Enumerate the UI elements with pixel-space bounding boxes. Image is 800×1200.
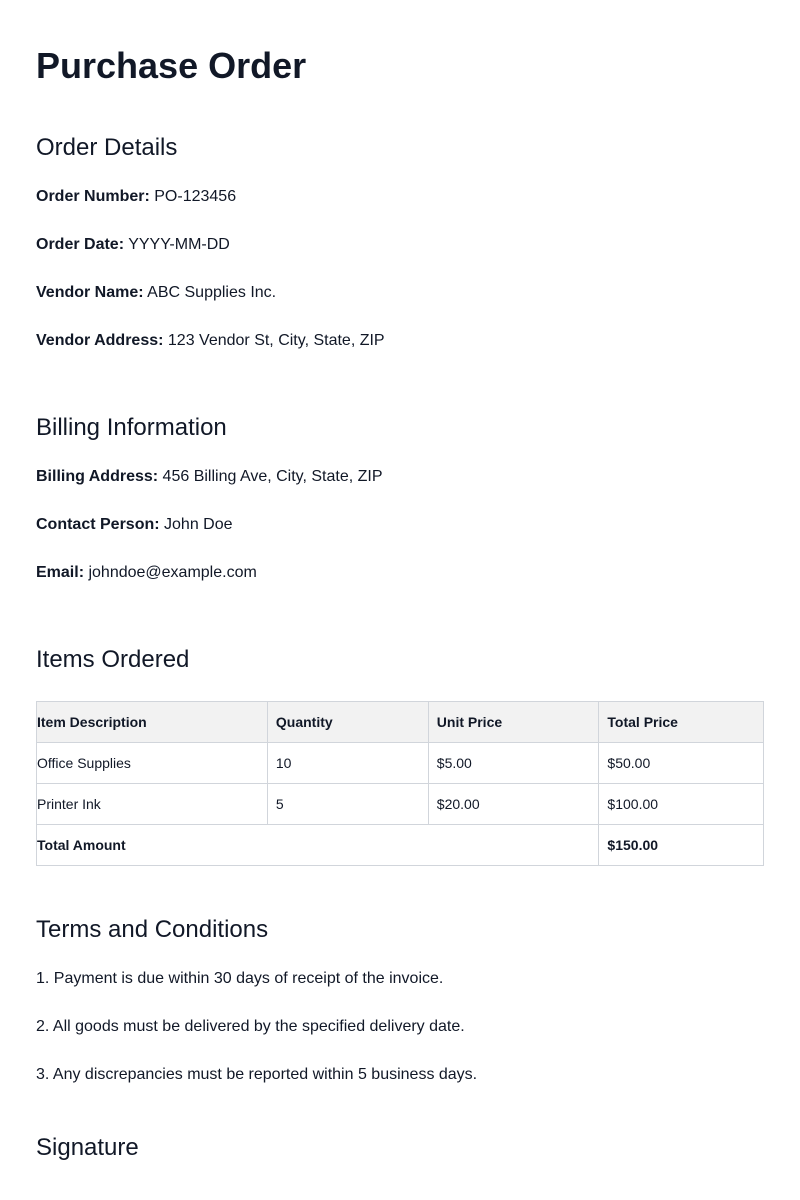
contact-person-label: Contact Person: <box>36 516 160 533</box>
items-table <box>36 701 764 866</box>
billing-address-label: Billing Address: <box>36 468 159 485</box>
billing-information-section <box>36 413 764 583</box>
items-ordered-heading: Items Ordered <box>36 646 190 673</box>
term-item: 3. Any discrepancies must be reported within 5 business days. <box>36 1066 478 1083</box>
email-label: Email: <box>36 564 85 581</box>
order-date-label: Order Date: <box>36 236 125 253</box>
terms-heading: Terms and Conditions <box>36 916 269 943</box>
table-header-row <box>37 702 764 743</box>
order-date-field <box>36 235 764 255</box>
contact-person-value: John Doe <box>164 516 233 533</box>
unit-price-cell: $20.00 <box>428 784 599 825</box>
email-field <box>36 563 764 583</box>
contact-person-field <box>36 515 764 535</box>
order-number-field <box>36 187 764 207</box>
terms-list <box>36 969 764 1085</box>
total-price-cell: $100.00 <box>599 784 764 825</box>
page-title: Purchase Order <box>36 45 307 86</box>
column-header-quantity: Quantity <box>267 702 428 743</box>
items-ordered-section <box>36 645 764 866</box>
terms-section <box>36 915 764 1085</box>
vendor-name-field <box>36 283 764 303</box>
email-value: johndoe@example.com <box>88 564 257 581</box>
term-item: 2. All goods must be delivered by the specified delivery date. <box>36 1018 465 1035</box>
order-number-value: PO-123456 <box>154 188 237 205</box>
item-description-cell: Office Supplies <box>37 743 268 784</box>
billing-information-heading: Billing Information <box>36 414 227 441</box>
total-amount-value: $150.00 <box>599 825 764 866</box>
column-header-item-description: Item Description <box>37 702 268 743</box>
total-price-cell: $50.00 <box>599 743 764 784</box>
signature-section <box>36 1133 764 1163</box>
quantity-cell: 5 <box>267 784 428 825</box>
column-header-unit-price: Unit Price <box>428 702 599 743</box>
billing-address-field <box>36 467 764 487</box>
order-number-label: Order Number: <box>36 188 150 205</box>
unit-price-cell: $5.00 <box>428 743 599 784</box>
order-details-heading: Order Details <box>36 134 178 161</box>
vendor-name-value: ABC Supplies Inc. <box>147 284 277 301</box>
signature-heading: Signature <box>36 1134 139 1161</box>
term-item: 1. Payment is due within 30 days of receipt of the invoice. <box>36 970 444 987</box>
vendor-address-value: 123 Vendor St, City, State, ZIP <box>167 332 385 349</box>
billing-address-value: 456 Billing Ave, City, State, ZIP <box>162 468 383 485</box>
total-amount-row <box>37 825 764 866</box>
item-description-cell: Printer Ink <box>37 784 268 825</box>
vendor-address-field <box>36 331 764 351</box>
vendor-name-label: Vendor Name: <box>36 284 144 301</box>
total-amount-label: Total Amount <box>37 825 599 866</box>
table-row <box>37 784 764 825</box>
order-date-value: YYYY-MM-DD <box>128 236 230 253</box>
table-row <box>37 743 764 784</box>
order-details-section <box>36 133 764 351</box>
quantity-cell: 10 <box>267 743 428 784</box>
column-header-total-price: Total Price <box>599 702 764 743</box>
vendor-address-label: Vendor Address: <box>36 332 164 349</box>
